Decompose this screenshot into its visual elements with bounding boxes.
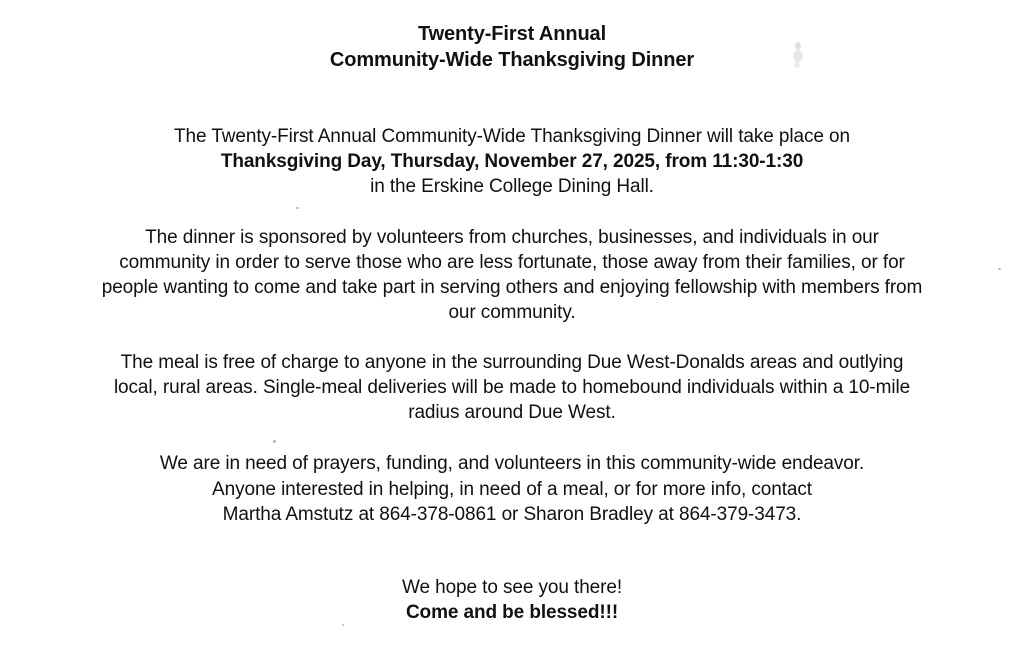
sponsors-line-1: The dinner is sponsored by volunteers from churches, businesses, and individuals in our [145, 227, 879, 248]
closing-line-2: Come and be blessed!!! [405, 602, 619, 623]
meal-line-1: The meal is free of charge to anyone in the surrounding Due West-Donalds areas and outlying [120, 352, 904, 373]
closing-line-1: We hope to see you there! [401, 577, 623, 598]
contact-line-3: Martha Amstutz at 864-378-0861 or Sharon Bradley at 864-379-3473. [222, 504, 802, 525]
flyer-title-line-2: Community-Wide Thanksgiving Dinner [329, 49, 695, 71]
meal-line-3: radius around Due West. [408, 402, 616, 423]
intro-location: in the Erskine College Dining Hall. [370, 176, 654, 197]
sponsors-line-2: community in order to serve those who are less fortunate, those away from their families, or for [119, 252, 905, 273]
contact-line-2: Anyone interested in helping, in need of a meal, or for more info, contact [212, 479, 812, 500]
intro-line-1: The Twenty-First Annual Community-Wide Thanksgiving Dinner will take place on [174, 126, 850, 147]
sponsors-line-3: people wanting to come and take part in serving others and enjoying fellowship with members from [101, 277, 923, 298]
sponsors-line-4: our community. [448, 302, 576, 323]
contact-line-1: We are in need of prayers, funding, and volunteers in this community-wide endeavor. [159, 453, 865, 474]
scan-speck [273, 440, 276, 443]
flyer-title-line-1: Twenty-First Annual [417, 23, 607, 45]
scan-speck [296, 207, 299, 209]
intro-date-time: Thanksgiving Day, Thursday, November 27, 2025, from 11:30-1:30 [220, 151, 804, 172]
meal-line-2: local, rural areas. Single-meal deliveries will be made to homebound individuals within a 10-mile [113, 377, 911, 398]
